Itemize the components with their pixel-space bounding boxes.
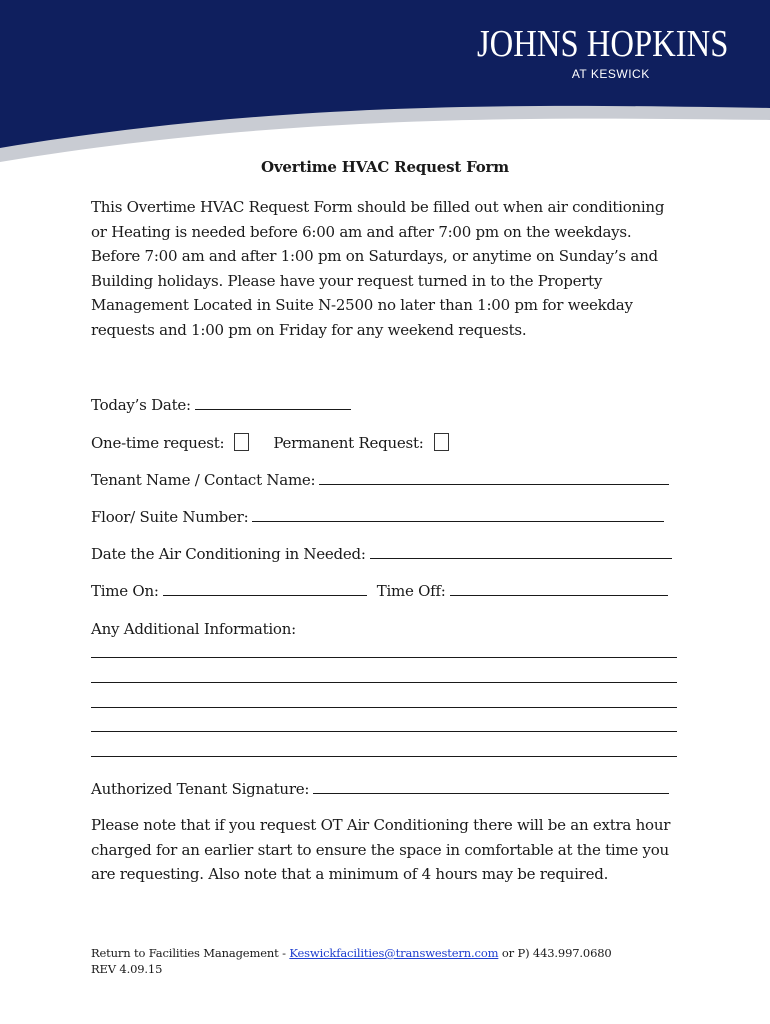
signature-label: Authorized Tenant Signature: <box>91 780 310 798</box>
additional-info-label: Any Additional Information: <box>91 620 296 638</box>
phone-text: or P) 443.997.0680 <box>498 946 612 960</box>
floor-suite-row <box>91 504 664 526</box>
return-prefix: Return to Facilities Management - <box>91 946 290 960</box>
additional-info-row <box>91 616 296 638</box>
permanent-checkbox[interactable] <box>434 433 449 451</box>
additional-info-line[interactable] <box>91 756 677 757</box>
logo-sub-text: AT KESWICK <box>571 67 650 81</box>
date-ac-row <box>91 541 672 563</box>
note-line: Please note that if you request OT Air Conditioning there will be an extra hour <box>91 816 671 834</box>
date-ac-label: Date the Air Conditioning in Needed: <box>91 545 366 563</box>
floor-suite-field[interactable] <box>252 507 664 522</box>
footer <box>91 945 612 977</box>
floor-suite-label: Floor/ Suite Number: <box>91 508 249 526</box>
tenant-name-label: Tenant Name / Contact Name: <box>91 471 316 489</box>
intro-paragraph <box>91 195 691 342</box>
intro-line: Management Located in Suite N-2500 no later than 1:00 pm for weekday <box>91 296 633 314</box>
time-on-label: Time On: <box>91 582 159 600</box>
return-line <box>91 945 612 961</box>
intro-line: Before 7:00 am and after 1:00 pm on Saturdays, or anytime on Sunday’s and <box>91 247 658 265</box>
tenant-name-field[interactable] <box>319 470 669 485</box>
intro-line: or Heating is needed before 6:00 am and after 7:00 pm on the weekdays. <box>91 222 632 241</box>
form-title: Overtime HVAC Request Form <box>261 158 509 176</box>
note-paragraph <box>91 813 691 887</box>
permanent-label: Permanent Request: <box>273 434 424 452</box>
todays-date-label: Today’s Date: <box>91 396 191 414</box>
additional-info-line[interactable] <box>91 707 677 708</box>
intro-line: This Overtime HVAC Request Form should be filled out when air conditioning <box>91 198 665 216</box>
additional-info-line[interactable] <box>91 682 677 683</box>
request-type-row <box>91 430 449 452</box>
revision-label: REV 4.09.15 <box>91 962 163 976</box>
todays-date-field[interactable] <box>195 395 351 410</box>
time-row <box>91 578 668 600</box>
one-time-label: One-time request: <box>91 434 225 452</box>
signature-row <box>91 776 669 798</box>
additional-info-line[interactable] <box>91 657 677 658</box>
one-time-checkbox[interactable] <box>234 433 249 451</box>
email-link[interactable]: Keswickfacilities@transwestern.com <box>289 946 499 960</box>
johns-hopkins-logo <box>436 22 728 81</box>
time-off-label: Time Off: <box>376 582 446 600</box>
logo-main-text: JOHNS HOPKINS <box>476 23 728 65</box>
signature-field[interactable] <box>313 779 669 794</box>
time-on-field[interactable] <box>163 581 367 596</box>
time-off-field[interactable] <box>450 581 668 596</box>
intro-line: Building holidays. Please have your request turned in to the Property <box>91 271 603 290</box>
todays-date-row <box>91 392 351 414</box>
note-line: charged for an earlier start to ensure the space in comfortable at the time you <box>91 840 669 859</box>
tenant-name-row <box>91 467 669 489</box>
note-line: are requesting. Also note that a minimum of 4 hours may be required. <box>91 865 609 883</box>
date-ac-field[interactable] <box>370 544 672 559</box>
additional-info-line[interactable] <box>91 731 677 732</box>
intro-line: requests and 1:00 pm on Friday for any weekend requests. <box>91 320 527 339</box>
